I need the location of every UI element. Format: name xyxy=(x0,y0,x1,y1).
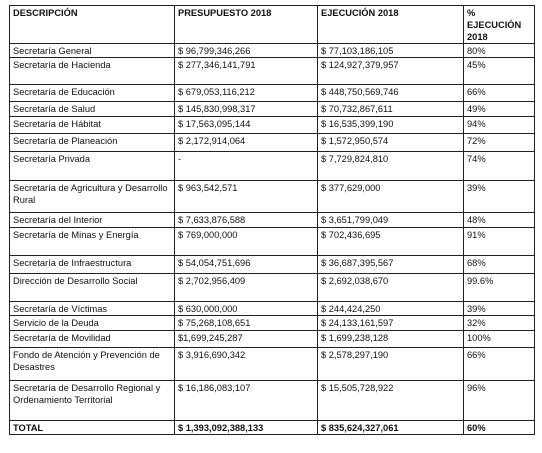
row-porcentaje: 48% xyxy=(464,213,535,228)
row-ejecucion: $ 1,699,238,128 xyxy=(318,331,464,348)
row-ejecucion: $ 124,927,379,957 xyxy=(318,58,464,85)
header-ejecucion: EJECUCIÓN 2018 xyxy=(318,6,464,44)
row-porcentaje: 45% xyxy=(464,58,535,85)
row-descripcion: Secretaría de Planeación xyxy=(10,134,175,152)
total-row xyxy=(10,421,535,435)
row-presupuesto: $ 277,346,141,791 xyxy=(175,58,318,85)
header-descripcion: DESCRIPCIÓN xyxy=(10,6,175,44)
row-presupuesto: $ 679,053,116,212 xyxy=(175,85,318,102)
table-row xyxy=(10,58,535,85)
row-ejecucion: $ 244,424,250 xyxy=(318,302,464,316)
table-row xyxy=(10,331,535,348)
row-ejecucion: $ 1,572,950,574 xyxy=(318,134,464,152)
row-ejecucion: $ 702,436,695 xyxy=(318,228,464,256)
header-presupuesto: PRESUPUESTO 2018 xyxy=(175,6,318,44)
table-row xyxy=(10,274,535,302)
row-porcentaje: 96% xyxy=(464,381,535,421)
row-presupuesto: $ 2,172,914,064 xyxy=(175,134,318,152)
row-descripcion: Servicio de la Deuda xyxy=(10,316,175,331)
row-ejecucion: $ 70,732,867,611 xyxy=(318,102,464,117)
row-porcentaje: 68% xyxy=(464,256,535,274)
row-descripcion: Secretaría de Desarrollo Regional y Ordenamiento Territorial xyxy=(10,381,175,421)
row-descripcion: Secretaría de Hábitat xyxy=(10,117,175,134)
header-porcentaje: % EJECUCIÓN 2018 xyxy=(464,6,535,44)
table-row xyxy=(10,85,535,102)
row-ejecucion: $ 377,629,000 xyxy=(318,181,464,213)
row-presupuesto: $ 2,702,956,409 xyxy=(175,274,318,302)
row-presupuesto: $ 96,799,346,266 xyxy=(175,44,318,58)
row-porcentaje: 74% xyxy=(464,152,535,181)
table-row xyxy=(10,134,535,152)
row-presupuesto: $ 54,054,751,696 xyxy=(175,256,318,274)
row-descripcion: Secretaría Privada xyxy=(10,152,175,181)
row-porcentaje: 39% xyxy=(464,302,535,316)
row-presupuesto: $ 16,186,083,107 xyxy=(175,381,318,421)
row-descripcion: Secretaría del Interior xyxy=(10,213,175,228)
row-ejecucion: $ 448,750,569,746 xyxy=(318,85,464,102)
table-row xyxy=(10,213,535,228)
budget-execution-table xyxy=(9,5,535,435)
row-porcentaje: 32% xyxy=(464,316,535,331)
total-presupuesto: $ 1,393,092,388,133 xyxy=(175,421,318,435)
row-ejecucion: $ 16,535,399,190 xyxy=(318,117,464,134)
row-porcentaje: 91% xyxy=(464,228,535,256)
table-row xyxy=(10,44,535,58)
row-presupuesto: $ 630,000,000 xyxy=(175,302,318,316)
row-descripcion: Secretaría de Educación xyxy=(10,85,175,102)
row-presupuesto: $ 145,830,998,317 xyxy=(175,102,318,117)
row-presupuesto: - xyxy=(175,152,318,181)
table-row xyxy=(10,302,535,316)
row-presupuesto: $ 963,542,571 xyxy=(175,181,318,213)
row-ejecucion: $ 2,578,297,190 xyxy=(318,348,464,381)
table-row xyxy=(10,152,535,181)
row-porcentaje: 100% xyxy=(464,331,535,348)
row-descripcion: Secretaría de Hacienda xyxy=(10,58,175,85)
total-porcentaje: 60% xyxy=(464,421,535,435)
row-porcentaje: 66% xyxy=(464,85,535,102)
row-porcentaje: 99.6% xyxy=(464,274,535,302)
table-row xyxy=(10,348,535,381)
table-row xyxy=(10,316,535,331)
table-row xyxy=(10,102,535,117)
table-row xyxy=(10,381,535,421)
row-porcentaje: 72% xyxy=(464,134,535,152)
row-ejecucion: $ 7,729,824,810 xyxy=(318,152,464,181)
row-descripcion: Secretaría de Movilidad xyxy=(10,331,175,348)
row-descripcion: Secretaría de Minas y Energía xyxy=(10,228,175,256)
header-row xyxy=(10,6,535,44)
row-porcentaje: 49% xyxy=(464,102,535,117)
row-descripcion: Secretaría de Infraestructura xyxy=(10,256,175,274)
table-row xyxy=(10,228,535,256)
row-porcentaje: 66% xyxy=(464,348,535,381)
row-descripcion: Fondo de Atención y Prevención de Desastres xyxy=(10,348,175,381)
row-ejecucion: $ 36,687,395,567 xyxy=(318,256,464,274)
row-presupuesto: $ 75,268,108,651 xyxy=(175,316,318,331)
row-porcentaje: 39% xyxy=(464,181,535,213)
row-presupuesto: $ 7,633,876,588 xyxy=(175,213,318,228)
table-row xyxy=(10,256,535,274)
row-ejecucion: $ 77,103,186,105 xyxy=(318,44,464,58)
row-descripcion: Secretaría de Salud xyxy=(10,102,175,117)
total-ejecucion: $ 835,624,327,061 xyxy=(318,421,464,435)
row-descripcion: Secretaría de Agricultura y Desarrollo Rural xyxy=(10,181,175,213)
table-row xyxy=(10,117,535,134)
row-descripcion: Secretaría de Víctimas xyxy=(10,302,175,316)
row-descripcion: Dirección de Desarrollo Social xyxy=(10,274,175,302)
row-porcentaje: 94% xyxy=(464,117,535,134)
row-presupuesto: $ 17,563,095,144 xyxy=(175,117,318,134)
row-ejecucion: $ 3,651,799,049 xyxy=(318,213,464,228)
row-ejecucion: $ 24,133,161,597 xyxy=(318,316,464,331)
row-descripcion: Secretaría General xyxy=(10,44,175,58)
row-ejecucion: $ 15,505,728,922 xyxy=(318,381,464,421)
row-porcentaje: 80% xyxy=(464,44,535,58)
row-ejecucion: $ 2,692,038,670 xyxy=(318,274,464,302)
row-presupuesto: $ 3,916,690,342 xyxy=(175,348,318,381)
table-row xyxy=(10,181,535,213)
total-descripcion: TOTAL xyxy=(10,421,175,435)
row-presupuesto: $ 769,000,000 xyxy=(175,228,318,256)
row-presupuesto: $1,699,245,287 xyxy=(175,331,318,348)
